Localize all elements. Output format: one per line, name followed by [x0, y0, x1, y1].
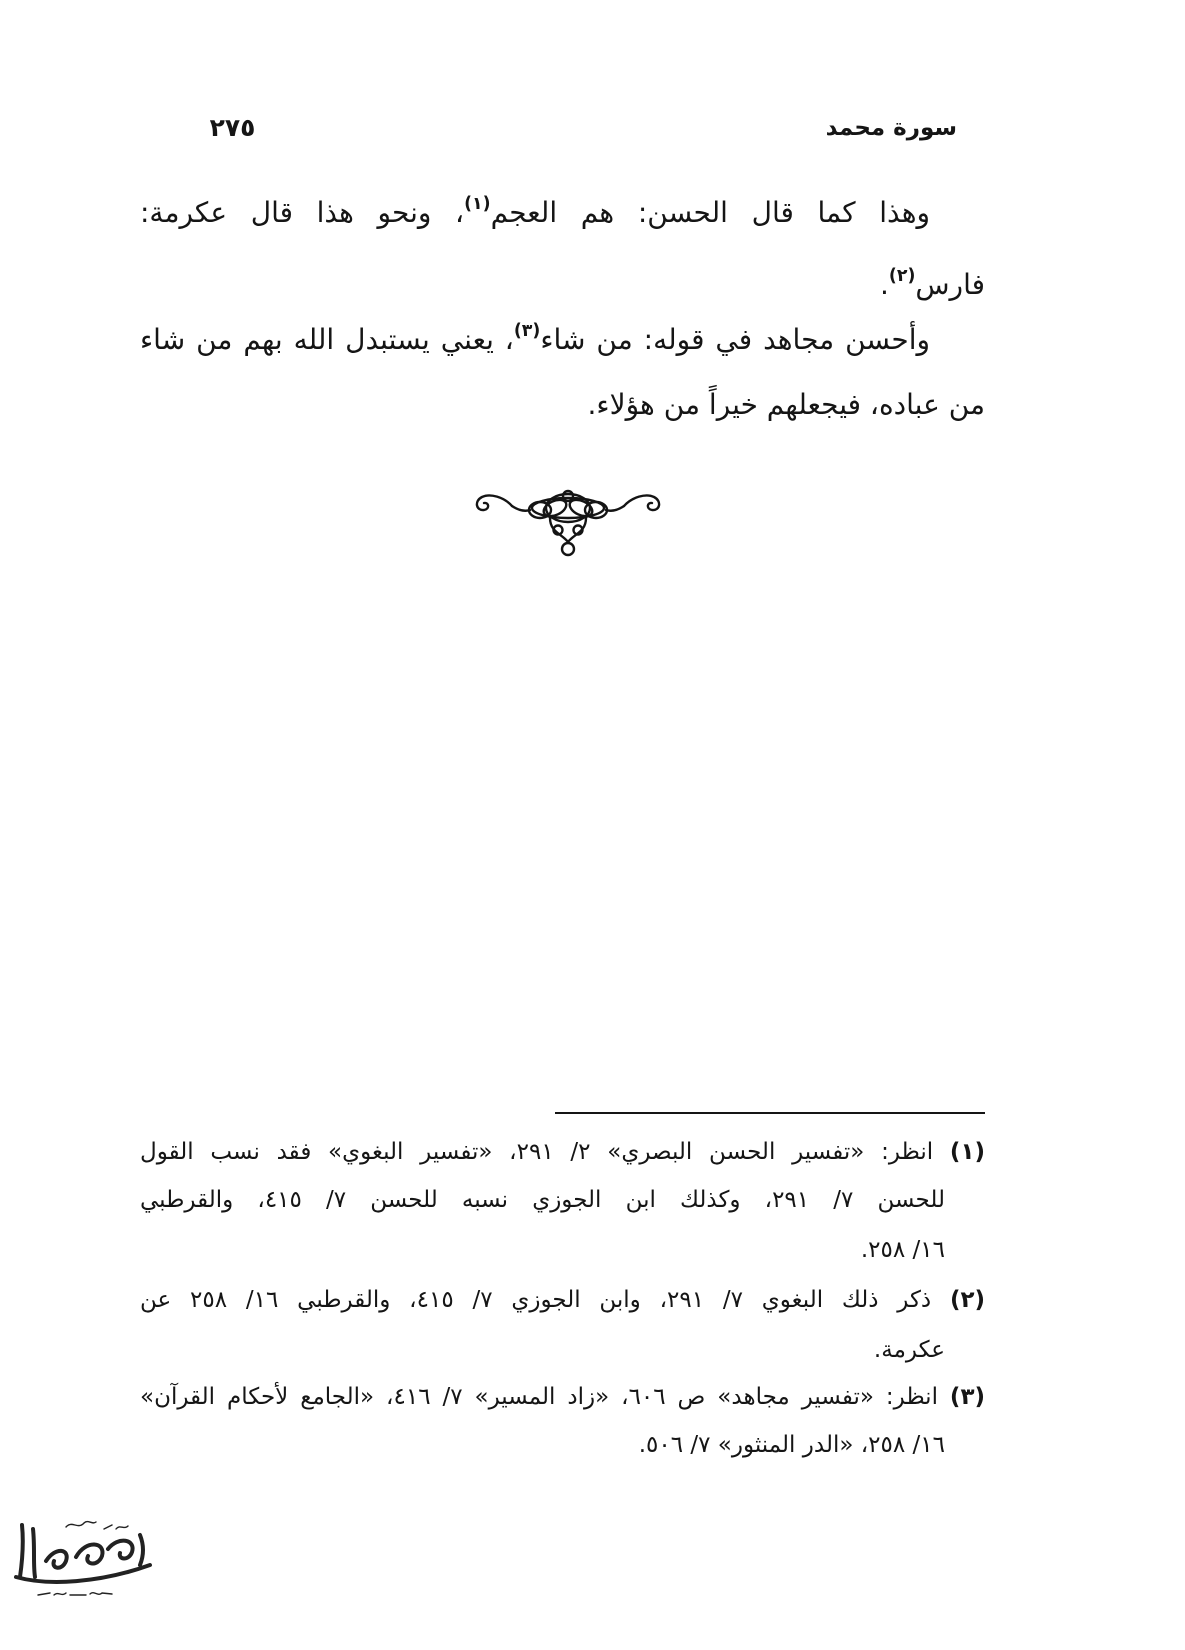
left-curl — [477, 495, 530, 510]
footnote-1-line-1 — [140, 1132, 985, 1172]
footnote-marker: (١) — [949, 1139, 985, 1165]
running-header-title: سورة محمد — [825, 115, 957, 141]
footnote-3-line-1 — [140, 1377, 985, 1417]
knot-ornament-icon — [468, 486, 668, 560]
footnote-reference: (١) — [464, 193, 491, 214]
footnote-1-line-3 — [140, 1230, 945, 1270]
right-curl — [606, 495, 659, 510]
footnote-text: انظر: «تفسير مجاهد» ص ٦٠٦، «زاد المسير» ٧/ ٤١٦، «الجامع لأحكام القرآن» — [140, 1384, 938, 1410]
body-text: ، ونحو هذا قال عكرمة: — [140, 196, 465, 229]
footnote-text: ذكر ذلك البغوي ٧/ ٢٩١، وابن الجوزي ٧/ ٤١٥، والقرطبي ١٦/ ٢٥٨ عن — [140, 1287, 932, 1313]
footnote-text: انظر: «تفسير الحسن البصري» ٢/ ٢٩١، «تفسير البغوي» فقد نسب القول — [140, 1139, 934, 1165]
footnote-3-line-2 — [140, 1425, 945, 1465]
body-line-3 — [140, 315, 930, 365]
footnote-marker: (٣) — [949, 1384, 985, 1410]
footnote-text: للحسن ٧/ ٢٩١، وكذلك ابن الجوزي نسبه للحسن ٧/ ٤١٥، والقرطبي — [140, 1187, 946, 1213]
page-number: ٢٧٥ — [209, 113, 256, 142]
body-line-1 — [140, 188, 930, 238]
footnote-marker: (٢) — [949, 1287, 986, 1313]
body-text: فارس — [915, 268, 985, 301]
footnote-text: ١٦/ ٢٥٨، «الدر المنثور» ٧/ ٥٠٦. — [638, 1432, 945, 1458]
footnote-2-line-1 — [140, 1280, 985, 1320]
body-line-4 — [140, 380, 985, 430]
footnote-text: ١٦/ ٢٥٨. — [860, 1237, 945, 1263]
footnote-reference: (٢) — [888, 265, 916, 286]
footnote-2-line-2 — [140, 1330, 945, 1370]
footnote-separator — [555, 1112, 985, 1114]
body-text: ، يعني يستبدل الله بهم من شاء — [140, 323, 514, 356]
calligraphy-watermark-logo — [8, 1515, 158, 1605]
body-text: من عباده، فيجعلهم خيراً من هؤلاء. — [587, 388, 985, 421]
footnote-text: عكرمة. — [873, 1337, 945, 1363]
footnote-1-line-2 — [140, 1180, 945, 1220]
body-text: وأحسن مجاهد في قوله: من شاء — [540, 323, 930, 356]
body-line-2 — [385, 260, 985, 310]
footnote-reference: (٣) — [513, 320, 541, 341]
body-text: وهذا كما قال الحسن: هم العجم — [490, 196, 930, 229]
body-text: . — [879, 268, 889, 301]
